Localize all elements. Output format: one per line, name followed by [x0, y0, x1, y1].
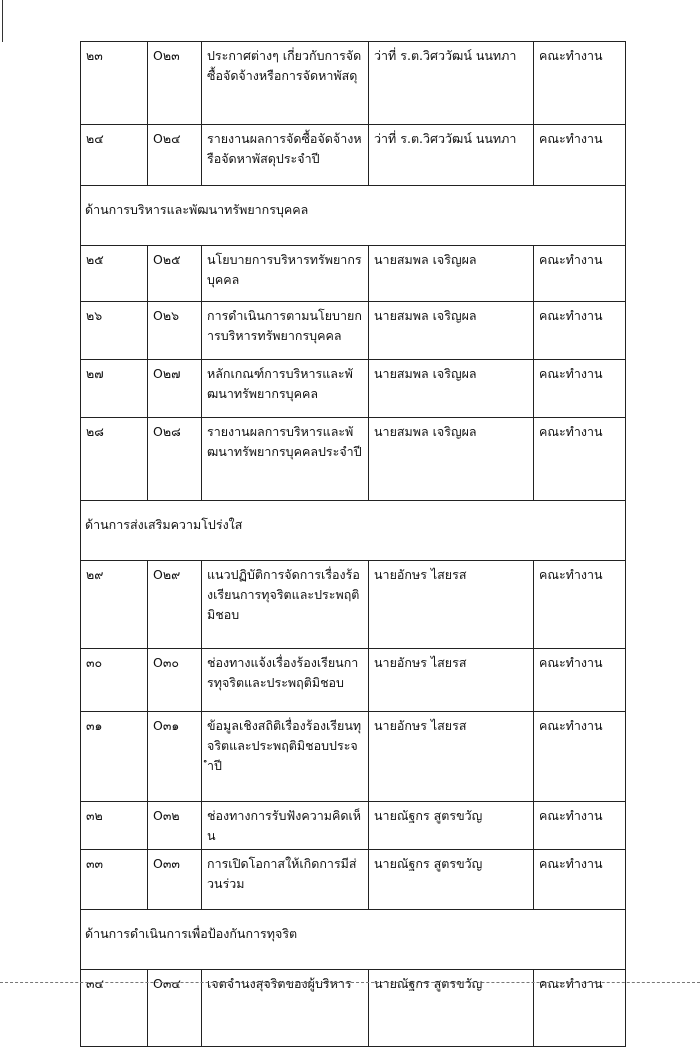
scan-footer-line — [0, 982, 700, 983]
item-owner: นายอักษร ไสยรส — [369, 561, 534, 649]
item-number: ๒๗ — [81, 360, 148, 418]
item-code: O๓๔ — [148, 970, 202, 1047]
item-number: ๓๓ — [81, 850, 148, 910]
item-owner: นายสมพล เจริญผล — [369, 302, 534, 360]
section-title: ด้านการดำเนินการเพื่อป้องกันการทุจริต — [81, 910, 626, 970]
item-code: O๒๔ — [148, 125, 202, 186]
item-responsible: คณะทำงาน — [534, 561, 626, 649]
item-responsible: คณะทำงาน — [534, 802, 626, 850]
item-topic: การเปิดโอกาสให้เกิดการมีส่วนร่วม — [202, 850, 369, 910]
item-topic: หลักเกณฑ์การบริหารและพัฒนาทรัพยากรบุคคล — [202, 360, 369, 418]
item-number: ๓๒ — [81, 802, 148, 850]
item-number: ๒๕ — [81, 246, 148, 302]
item-owner: ว่าที่ ร.ต.วิศววัฒน์ นนทภา — [369, 42, 534, 125]
table-row — [81, 360, 626, 418]
item-topic: เจตจำนงสุจริตของผู้บริหาร — [202, 970, 369, 1047]
table-row — [81, 125, 626, 186]
item-topic: ช่องทางแจ้งเรื่องร้องเรียนการทุจริตและประพฤติมิชอบ — [202, 649, 369, 712]
responsibility-table — [80, 41, 626, 1047]
table-row — [81, 418, 626, 501]
item-responsible: คณะทำงาน — [534, 360, 626, 418]
item-number: ๓๔ — [81, 970, 148, 1047]
item-number: ๓๐ — [81, 649, 148, 712]
item-topic: ข้อมูลเชิงสถิติเรื่องร้องเรียนทุจริตและประพฤติมิชอบประจำปี — [202, 712, 369, 802]
table-row — [81, 712, 626, 802]
item-code: O๓๓ — [148, 850, 202, 910]
item-owner: นายสมพล เจริญผล — [369, 418, 534, 501]
table-row — [81, 649, 626, 712]
item-owner: นายณัฐกร สูตรขวัญ — [369, 850, 534, 910]
item-owner: นายอักษร ไสยรส — [369, 649, 534, 712]
item-responsible: คณะทำงาน — [534, 125, 626, 186]
item-code: O๒๘ — [148, 418, 202, 501]
section-row — [81, 501, 626, 561]
item-owner: นายอักษร ไสยรส — [369, 712, 534, 802]
page-edge-line — [2, 0, 3, 42]
item-number: ๒๓ — [81, 42, 148, 125]
item-responsible: คณะทำงาน — [534, 42, 626, 125]
item-owner: นายณัฐกร สูตรขวัญ — [369, 802, 534, 850]
item-topic: การดำเนินการตามนโยบายการบริหารทรัพยากรบุคคล — [202, 302, 369, 360]
item-owner: ว่าที่ ร.ต.วิศววัฒน์ นนทภา — [369, 125, 534, 186]
table-row — [81, 850, 626, 910]
item-number: ๒๔ — [81, 125, 148, 186]
table-row — [81, 561, 626, 649]
item-code: O๒๗ — [148, 360, 202, 418]
item-topic: แนวปฏิบัติการจัดการเรื่องร้องเรียนการทุจริตและประพฤติมิชอบ — [202, 561, 369, 649]
item-topic: รายงานผลการจัดซื้อจัดจ้างหรือจัดหาพัสดุประจำปี — [202, 125, 369, 186]
item-topic: รายงานผลการบริหารและพัฒนาทรัพยากรบุคคลประจำปี — [202, 418, 369, 501]
item-responsible: คณะทำงาน — [534, 418, 626, 501]
item-owner: นายสมพล เจริญผล — [369, 246, 534, 302]
table-row — [81, 246, 626, 302]
item-number: ๒๙ — [81, 561, 148, 649]
section-title: ด้านการส่งเสริมความโปร่งใส — [81, 501, 626, 561]
item-responsible: คณะทำงาน — [534, 649, 626, 712]
table-row — [81, 42, 626, 125]
item-responsible: คณะทำงาน — [534, 850, 626, 910]
item-responsible: คณะทำงาน — [534, 970, 626, 1047]
item-code: O๒๖ — [148, 302, 202, 360]
section-row — [81, 186, 626, 246]
item-owner: นายสมพล เจริญผล — [369, 360, 534, 418]
item-topic: ประกาศต่างๆ เกี่ยวกับการจัดซื้อจัดจ้างหรือการจัดหาพัสดุ — [202, 42, 369, 125]
item-code: O๓๑ — [148, 712, 202, 802]
item-number: ๒๖ — [81, 302, 148, 360]
table-row — [81, 302, 626, 360]
item-code: O๒๓ — [148, 42, 202, 125]
section-title: ด้านการบริหารและพัฒนาทรัพยากรบุคคล — [81, 186, 626, 246]
item-topic: ช่องทางการรับฟังความคิดเห็น — [202, 802, 369, 850]
item-responsible: คณะทำงาน — [534, 246, 626, 302]
item-code: O๒๙ — [148, 561, 202, 649]
item-code: O๓๒ — [148, 802, 202, 850]
item-code: O๓๐ — [148, 649, 202, 712]
item-number: ๒๘ — [81, 418, 148, 501]
section-row — [81, 910, 626, 970]
item-responsible: คณะทำงาน — [534, 302, 626, 360]
item-topic: นโยบายการบริหารทรัพยากรบุคคล — [202, 246, 369, 302]
table-row — [81, 802, 626, 850]
item-responsible: คณะทำงาน — [534, 712, 626, 802]
item-code: O๒๕ — [148, 246, 202, 302]
item-number: ๓๑ — [81, 712, 148, 802]
item-owner: นายณัฐกร สูตรขวัญ — [369, 970, 534, 1047]
